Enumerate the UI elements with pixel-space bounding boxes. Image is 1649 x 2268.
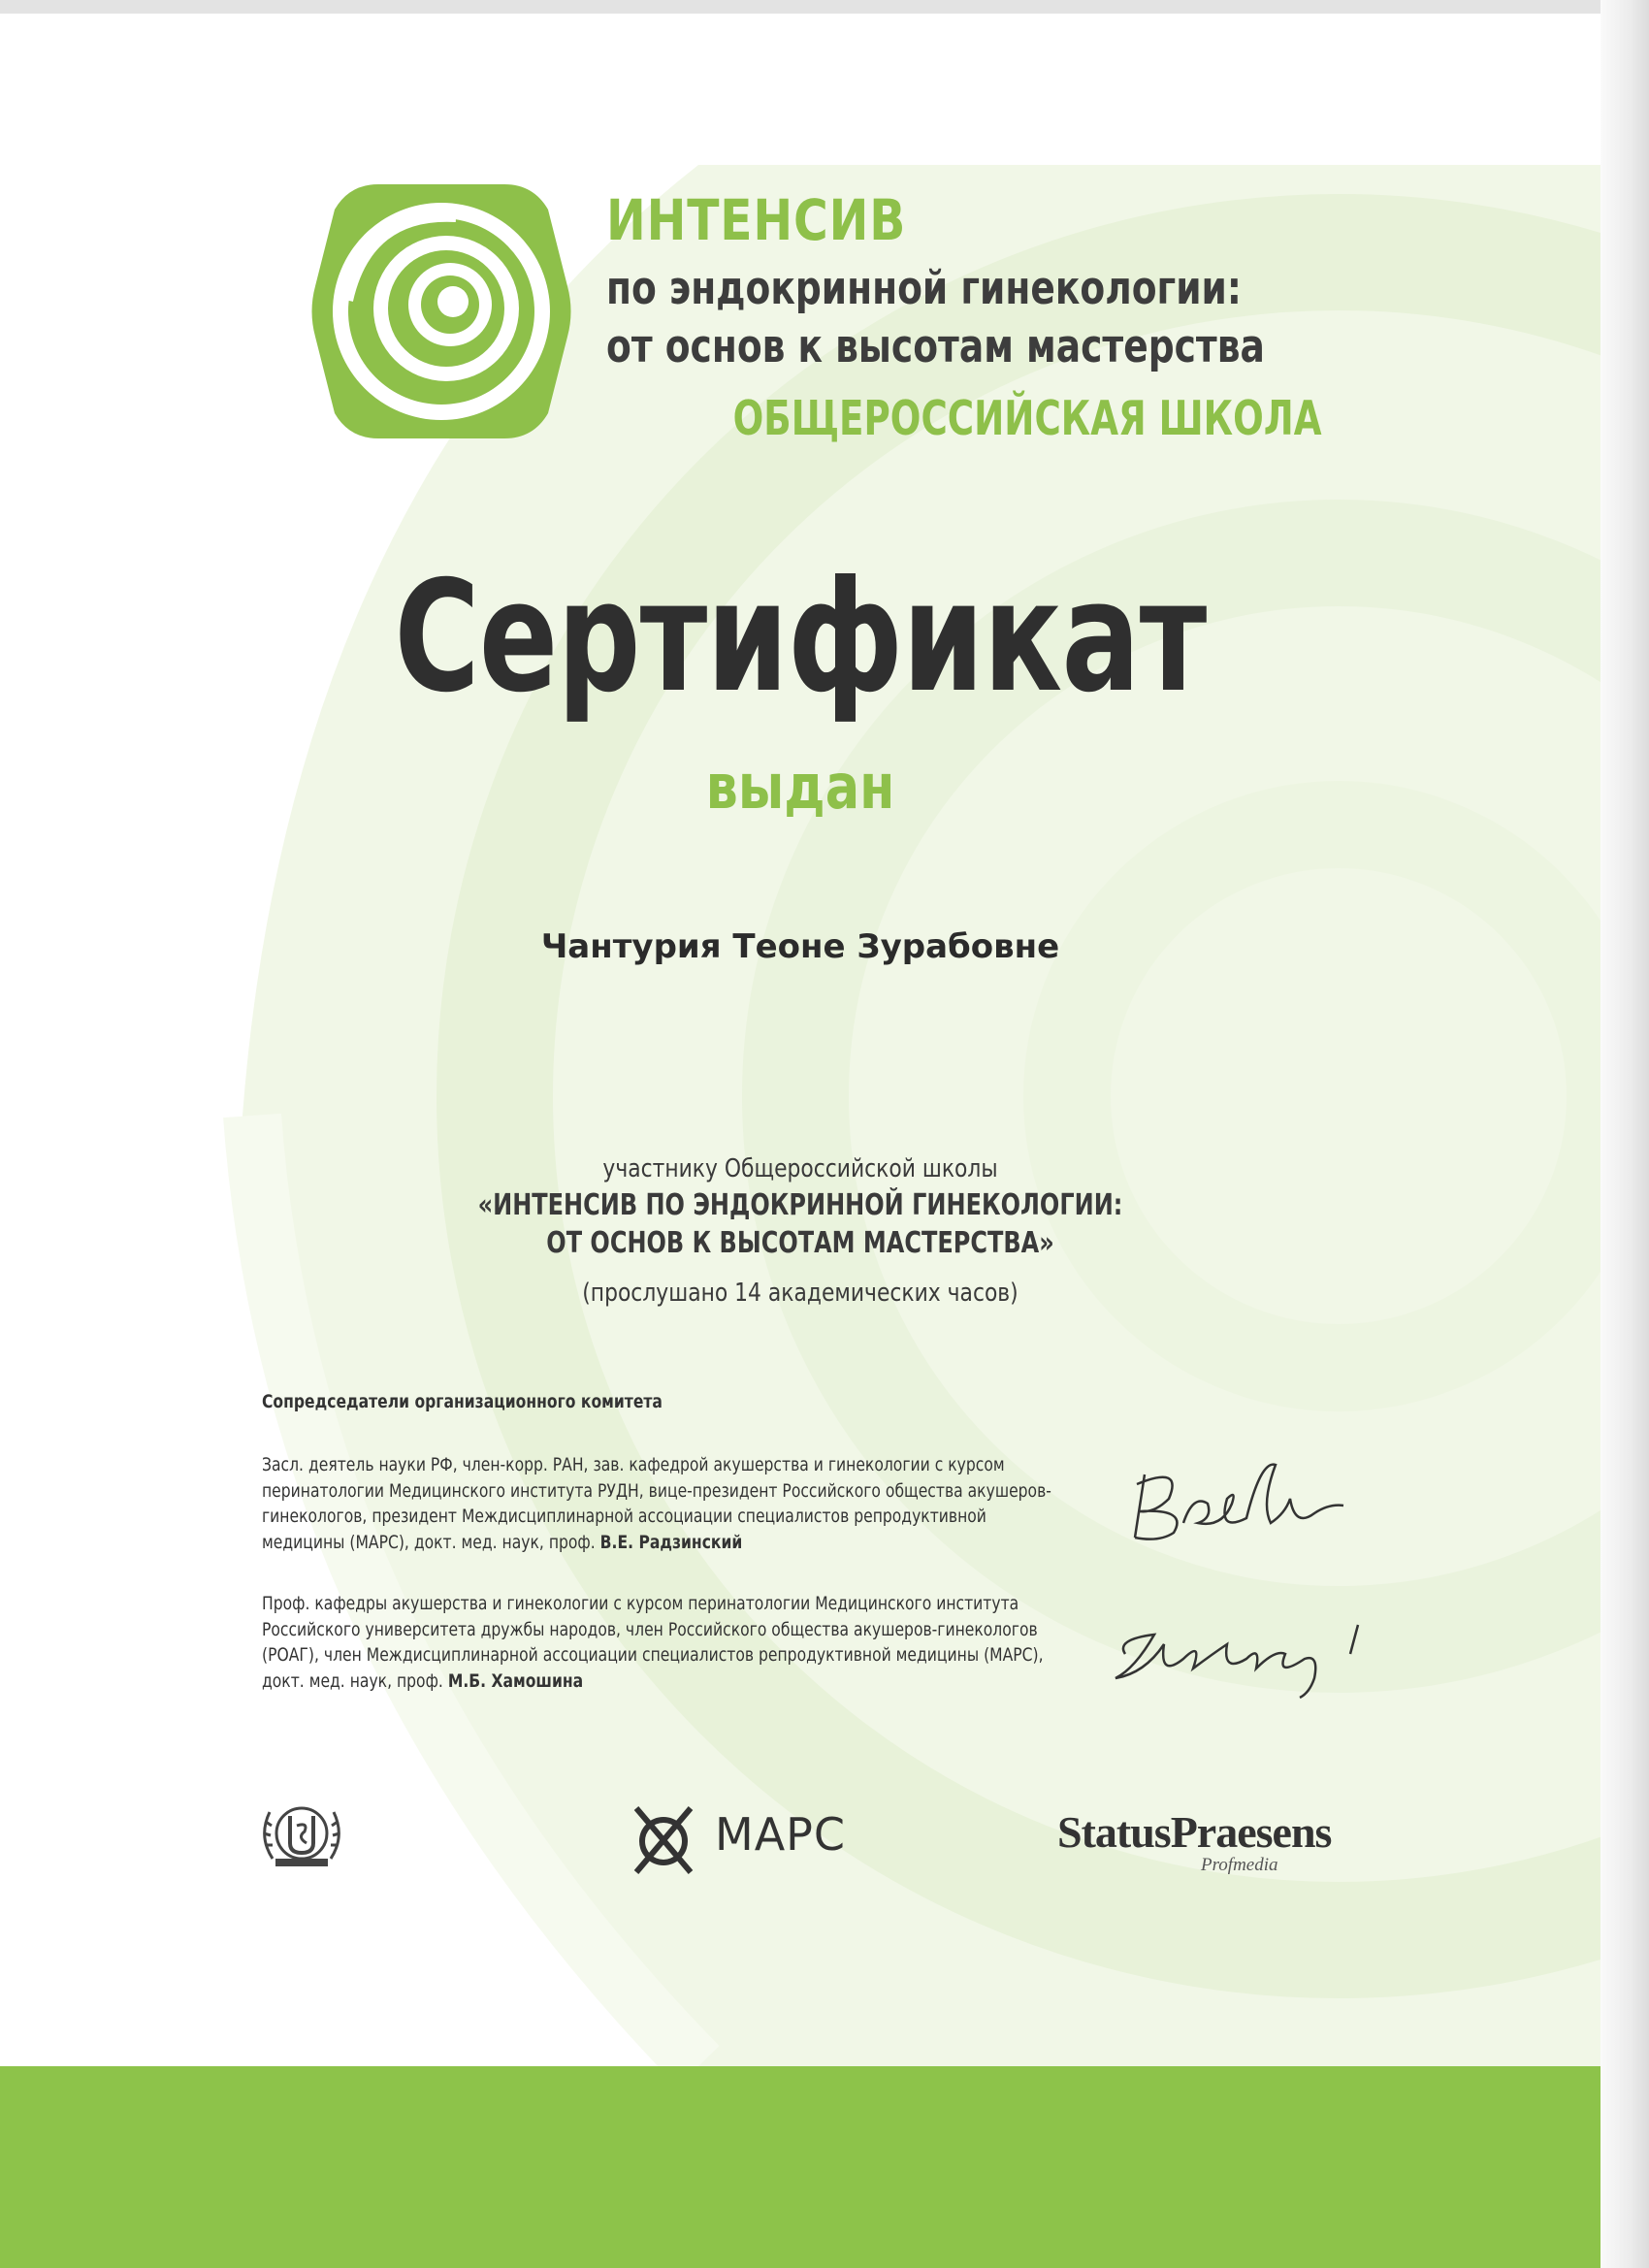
university-emblem-icon (258, 1793, 345, 1874)
scan-top-edge (0, 0, 1649, 14)
footer-green-band (0, 2066, 1600, 2268)
hours-line: (прослушано 14 академических часов) (582, 1279, 1018, 1308)
spiral-hexagon-logo-icon (310, 184, 572, 438)
signature-radzinsky (1116, 1445, 1358, 1562)
cochair-1-line (262, 1530, 1051, 1556)
recipient-name: Чантурия Теоне Зурабовне (540, 927, 1060, 966)
participant-line: участнику Общероссийской школы (602, 1154, 998, 1183)
cochair-1-line: Засл. деятель науки РФ, член-корр. РАН, зав. кафедрой акушерства и гинекологии с курсом (262, 1454, 1005, 1475)
cochair-2-line: Проф. кафедры акушерства и гинекологии с курсом перинатологии Медицинского института (262, 1593, 1019, 1614)
status-praesens-sublabel: Profmedia (1201, 1855, 1278, 1875)
cochair-2-name: М.Б. Хамошина (447, 1669, 584, 1692)
course-title-line-2: ОТ ОСНОВ К ВЫСОТАМ МАСТЕРСТВА» (546, 1226, 1054, 1260)
mars-logo-text: МАРС (715, 1808, 847, 1861)
cochair-2-description (262, 1591, 1044, 1694)
cochair-2-line: (РОАГ), член Междисциплинарной ассоциации специалистов репродуктивной медицины (МАРС), (262, 1644, 1044, 1666)
mars-logo-icon (629, 1802, 698, 1876)
cochair-2-last-line: докт. мед. наук, проф. (262, 1669, 443, 1692)
cochair-1-name: В.Е. Радзинский (599, 1531, 743, 1553)
header-school: ОБЩЕРОССИЙСКАЯ ШКОЛА (733, 391, 1322, 446)
header-subtitle-2: от основ к высотам мастерства (606, 320, 1265, 373)
cochair-1-last-line: медицины (МАРС), докт. мед. наук, проф. (262, 1531, 596, 1553)
cochair-2-line (262, 1669, 1044, 1695)
header-intensive: ИНТЕНСИВ (606, 187, 907, 253)
cochair-1-line: перинатологии Медицинского института РУДН, вице-президент Российского общества акушеров- (262, 1479, 1051, 1502)
cochair-2-line: Российского университета дружбы народов, член Российского общества акушеров-гинекологов (262, 1618, 1038, 1640)
certificate-title: Сертификат (394, 548, 1207, 727)
status-praesens-logo: StatusPraesens (1057, 1807, 1332, 1857)
cochair-1-description (262, 1452, 1051, 1555)
cochair-1-line: гинекологов, президент Междисциплинарной ассоциации специалистов репродуктивной (262, 1506, 986, 1527)
signature-khamoshina (1096, 1601, 1387, 1707)
header-subtitle-1: по эндокринной гинекологии: (606, 262, 1242, 315)
course-title-line-1: «ИНТЕНСИВ ПО ЭНДОКРИННОЙ ГИНЕКОЛОГИИ: (477, 1188, 1123, 1222)
committee-heading: Сопредседатели организационного комитета (262, 1391, 663, 1412)
scan-right-edge (1600, 0, 1649, 2268)
issued-label: выдан (705, 752, 895, 824)
